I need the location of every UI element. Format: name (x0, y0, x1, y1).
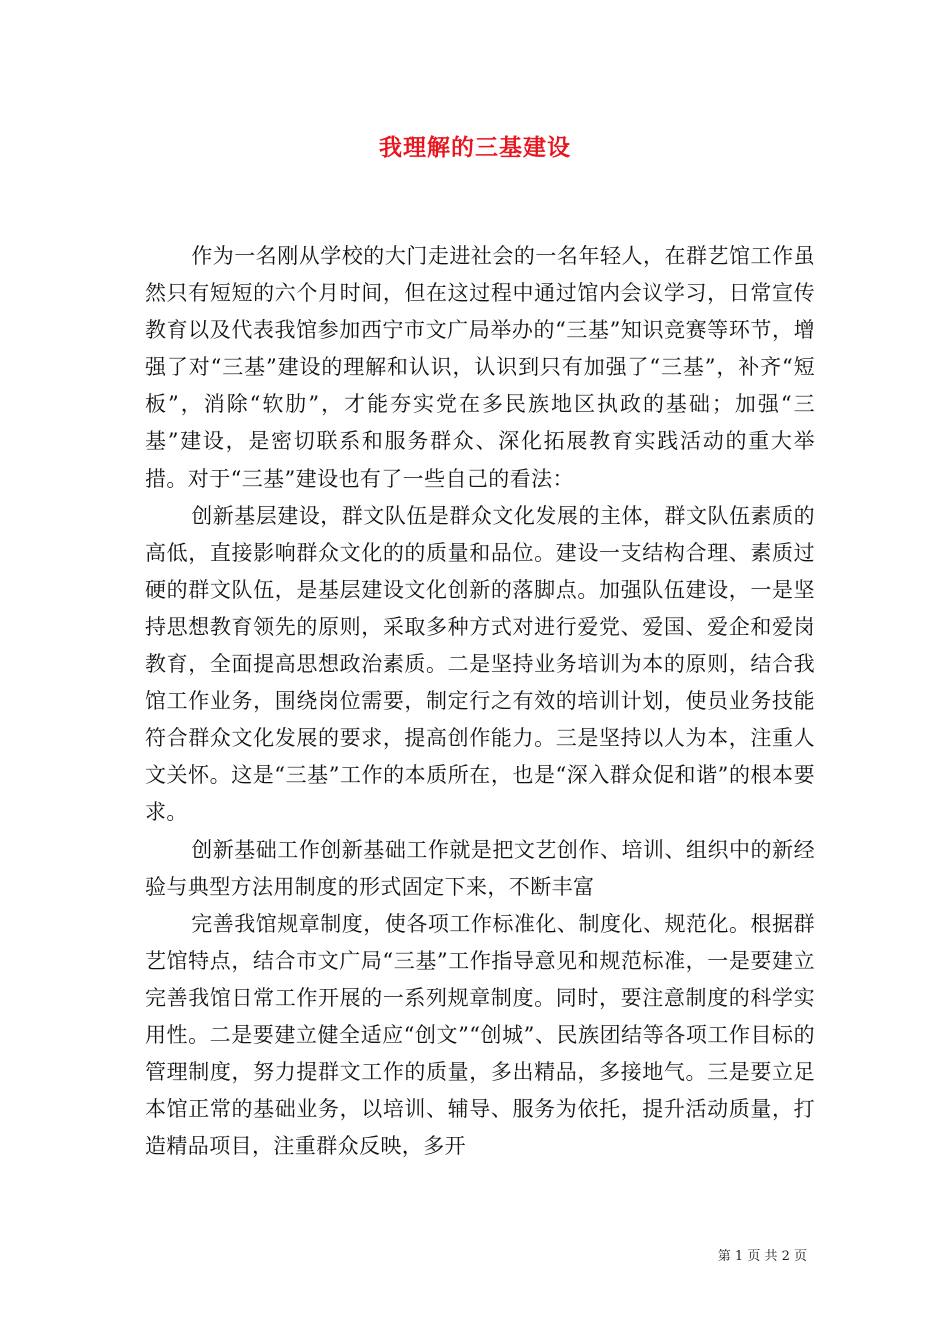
paragraph-intro: 作为一名刚从学校的大门走进社会的一名年轻人，在群艺馆工作虽然只有短短的六个月时间，但在这过程中通过馆内会议学习，日常宣传教育以及代表我馆参加西宁市文广局举办的“三基”知识竞赛等环节，增强了对“三基”建设的理解和认识，认识到只有加强了“三基”，补齐“短板”，消除“软肋”，才能夯实党在多民族地区执政的基础；加强“三基”建设，是密切联系和服务群众、深化拓展教育实践活动的重大举措。对于“三基”建设也有了一些自己的看法： (145, 244, 815, 491)
paragraph-regulations: 完善我馆规章制度，使各项工作标准化、制度化、规范化。根据群艺馆特点，结合市文广局“三基”工作指导意见和规范标准，一是要建立完善我馆日常工作开展的一系列规章制度。同时，要注意制度的科学实用性。二是要建立健全适应“创文”“创城”、民族团结等各项工作目标的管理制度，努力提群文工作的质量，多出精品，多接地气。三是要立足本馆正常的基础业务，以培训、辅导、服务为依托，提升活动质量，打造精品项目，注重群众反映，多开 (145, 911, 815, 1159)
paragraph-foundation: 创新基础工作创新基础工作就是把文艺创作、培训、组织中的新经验与典型方法用制度的形式固定下来，不断丰富 (145, 837, 815, 899)
document-body (145, 238, 815, 1165)
paragraph-grassroots: 创新基层建设，群文队伍是群众文化发展的主体，群文队伍素质的高低，直接影响群众文化的的质量和品位。建设一支结构合理、素质过硬的群文队伍，是基层建设文化创新的落脚点。加强队伍建设，一是坚持思想教育领先的原则，采取多种方式对进行爱党、爱国、爱企和爱岗教育，全面提高思想政治素质。二是坚持业务培训为本的原则，结合我馆工作业务，围绕岗位需要，制定行之有效的培训计划，使员业务技能符合群众文化发展的要求，提高创作能力。三是坚持以人为本，注重人文关怀。这是“三基”工作的本质所在，也是“深入群众促和谐”的根本要求。 (145, 503, 815, 825)
document-title: 我理解的三基建设 (379, 134, 571, 161)
page-number: 第 1 页 共 2 页 (717, 1249, 807, 1264)
